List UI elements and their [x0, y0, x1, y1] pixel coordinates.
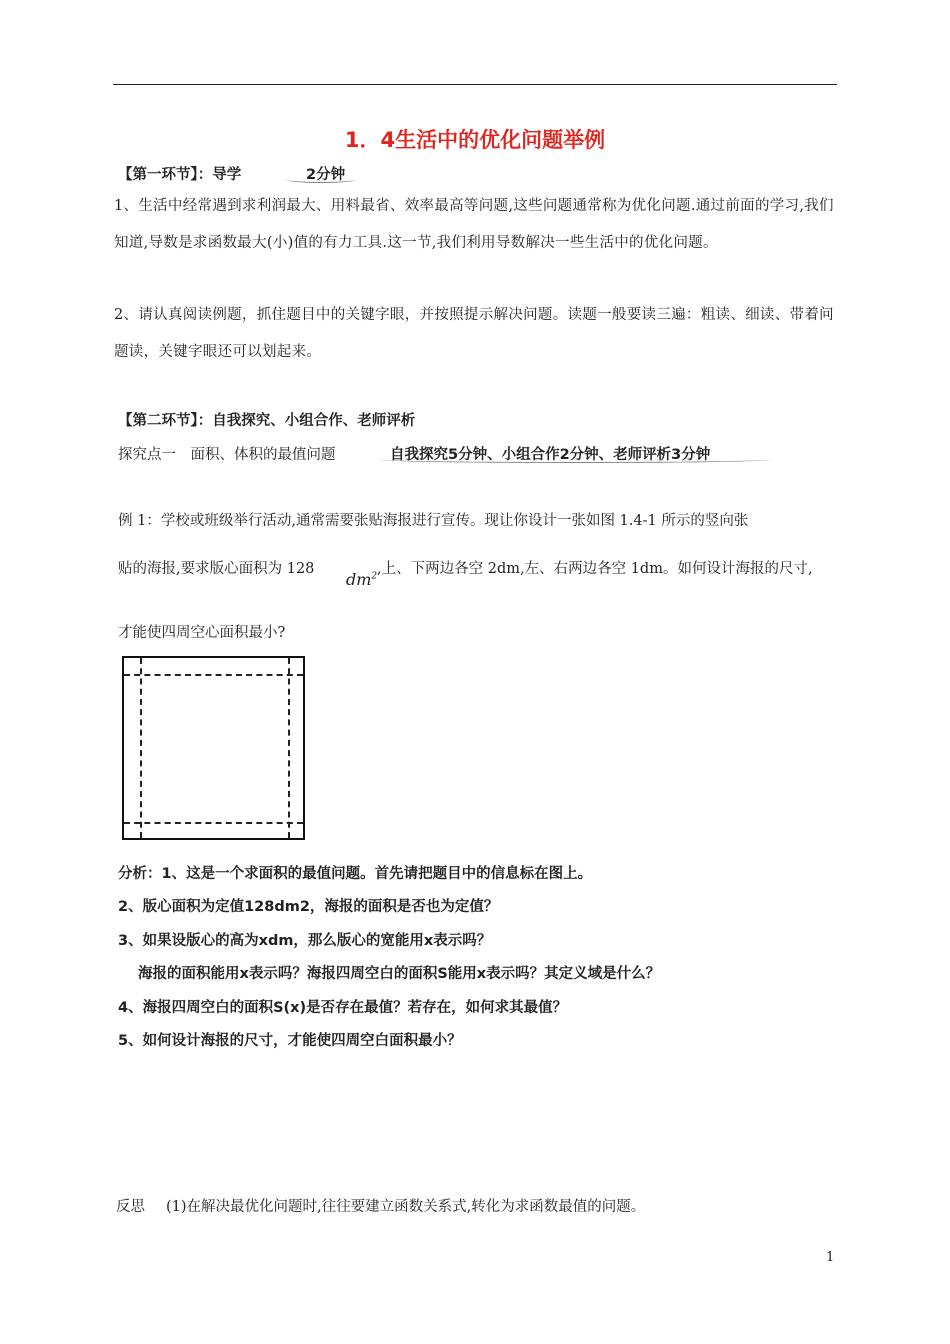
analysis-item-4: 4、海报四周空白的面积S(x)是否存在最值？若存在，如何求其最值？ [118, 1000, 568, 1016]
section1-paragraph-2: 2、请认真阅读例题，抓住题目中的关键字眼，并按照提示解决问题。读题一般要读三遍：粗读、细读、带着问题读，关键字眼还可以划起来。 [114, 307, 834, 360]
left-margin-line [140, 658, 142, 838]
unit-dm: $dm^2$ [346, 570, 378, 589]
reflection-text: (1)在解决最优化问题时,往往要建立函数关系式,转化为求函数最值的问题。 [166, 1199, 646, 1215]
example-line-2b: ,上、下两边各空 2dm,左、右两边各空 1dm。如何设计海报的尺寸, [377, 561, 813, 577]
explore-point-time: 自我探究5分钟、小组合作2分钟、老师评析3分钟 [390, 447, 711, 463]
top-margin-line [124, 674, 303, 676]
bottom-margin-line [124, 822, 303, 824]
page-number: 1 [826, 1250, 835, 1265]
example-line-2a: 贴的海报,要求版心面积为 128 [118, 561, 315, 577]
analysis-item-3b: 海报的面积能用x表示吗？海报四周空白的面积S能用x表示吗？其定义域是什么？ [138, 966, 661, 982]
analysis-item-3: 3、如果设版心的高为xdm，那么版心的宽能用x表示吗？ [118, 933, 492, 949]
page-title: 1．4生活中的优化问题举例 [344, 128, 606, 152]
example-line-3: 才能使四周空心面积最小? [118, 625, 286, 641]
header-rule [113, 84, 837, 85]
analysis-item-5: 5、如何设计海报的尺寸，才能使四周空白面积最小？ [118, 1033, 462, 1049]
poster-diagram [122, 656, 305, 840]
time-underline [286, 176, 356, 183]
explore-point-label: 探究点一 面积、体积的最值问题 [118, 447, 336, 463]
section1-time: 2分钟 [306, 167, 346, 183]
time-underline-2 [378, 456, 773, 463]
analysis-item-2: 2、版心面积为定值128dm2，海报的面积是否也为定值？ [118, 899, 499, 915]
analysis-item-1: 分析：1、这是一个求面积的最值问题。首先请把题目中的信息标在图上。 [118, 866, 593, 882]
section2-header: 【第二环节】：自我探究、小组合作、老师评析 [118, 413, 416, 429]
section1-header: 【第一环节】：导学 [118, 167, 242, 183]
example-line-1: 例 1：学校或班级举行活动,通常需要张贴海报进行宣传。现让你设计一张如图 1.4-1 所示的竖向张 [118, 513, 749, 529]
section1-paragraph-1: 1、生活中经常遇到求利润最大、用料最省、效率最高等问题,这些问题通常称为优化问题.通过前面的学习,我们知道,导数是求函数最大(小)值的有力工具.这一节,我们利用导数解决一些生活中的优化问题。 [114, 198, 834, 251]
right-margin-line [288, 658, 290, 838]
reflection-label: 反思 [116, 1199, 145, 1215]
